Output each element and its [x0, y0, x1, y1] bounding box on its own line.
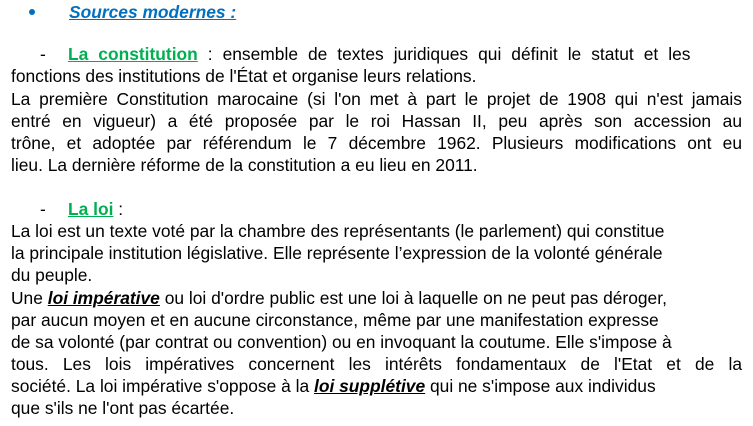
paragraph-line: entré en vigueur) a été proposée par le roi Hassan II, peu après son accession au: [11, 111, 742, 131]
paragraph-line: tous. Les lois impératives concernent les intérêts fondamentaux de l'Etat et de la: [11, 354, 742, 374]
constitution-entry: - La constitution : ensemble de textes juridiques qui définit le statut et les: [11, 43, 690, 65]
paragraph-line: fonctions des institutions de l'État et organise leurs relations.: [11, 66, 477, 86]
paragraph-line: société. La loi impérative s'oppose à la loi supplétive qui ne s'impose aux individus: [11, 376, 656, 396]
bullet-dot-icon: [29, 9, 35, 15]
section-heading: Sources modernes :: [69, 2, 237, 22]
paragraph-line: que s'ils ne l'ont pas écartée.: [11, 398, 235, 418]
loi-imperative-term: loi impérative: [47, 288, 160, 308]
loi-title: La loi: [68, 199, 114, 219]
loi-line: - La loi :: [11, 198, 123, 220]
paragraph-line: trône, et adoptée par référendum le 7 décembre 1962. Plusieurs modifications ont eu: [11, 133, 742, 153]
constitution-title: La constitution: [68, 44, 198, 64]
loi-suppletive-term: loi supplétive: [314, 376, 426, 396]
paragraph-line: La première Constitution marocaine (si l'on met à part le projet de 1908 qui n'est jamais: [11, 89, 742, 109]
paragraph-line: La loi est un texte voté par la chambre des représentants (le parlement) qui constitue: [11, 221, 665, 241]
paragraph-line: lieu. La dernière réforme de la constitution a eu lieu en 2011.: [11, 155, 478, 175]
paragraph-line: par aucun moyen et en aucune circonstance, même par une manifestation expresse: [11, 310, 659, 330]
constitution-line: [11, 43, 742, 65]
paragraph-line: la principale institution législative. Elle représente l’expression de la volonté générale: [11, 243, 663, 263]
paragraph-line: de sa volonté (par contrat ou convention) ou en invoquant la coutume. Elle s'impose à: [11, 332, 672, 352]
dash-marker: -: [40, 44, 46, 64]
paragraph-line: du peuple.: [11, 265, 93, 285]
dash-marker: -: [40, 199, 46, 219]
paragraph-line: Une loi impérative ou loi d'ordre public est une loi à laquelle on ne peut pas déroger,: [11, 288, 667, 308]
